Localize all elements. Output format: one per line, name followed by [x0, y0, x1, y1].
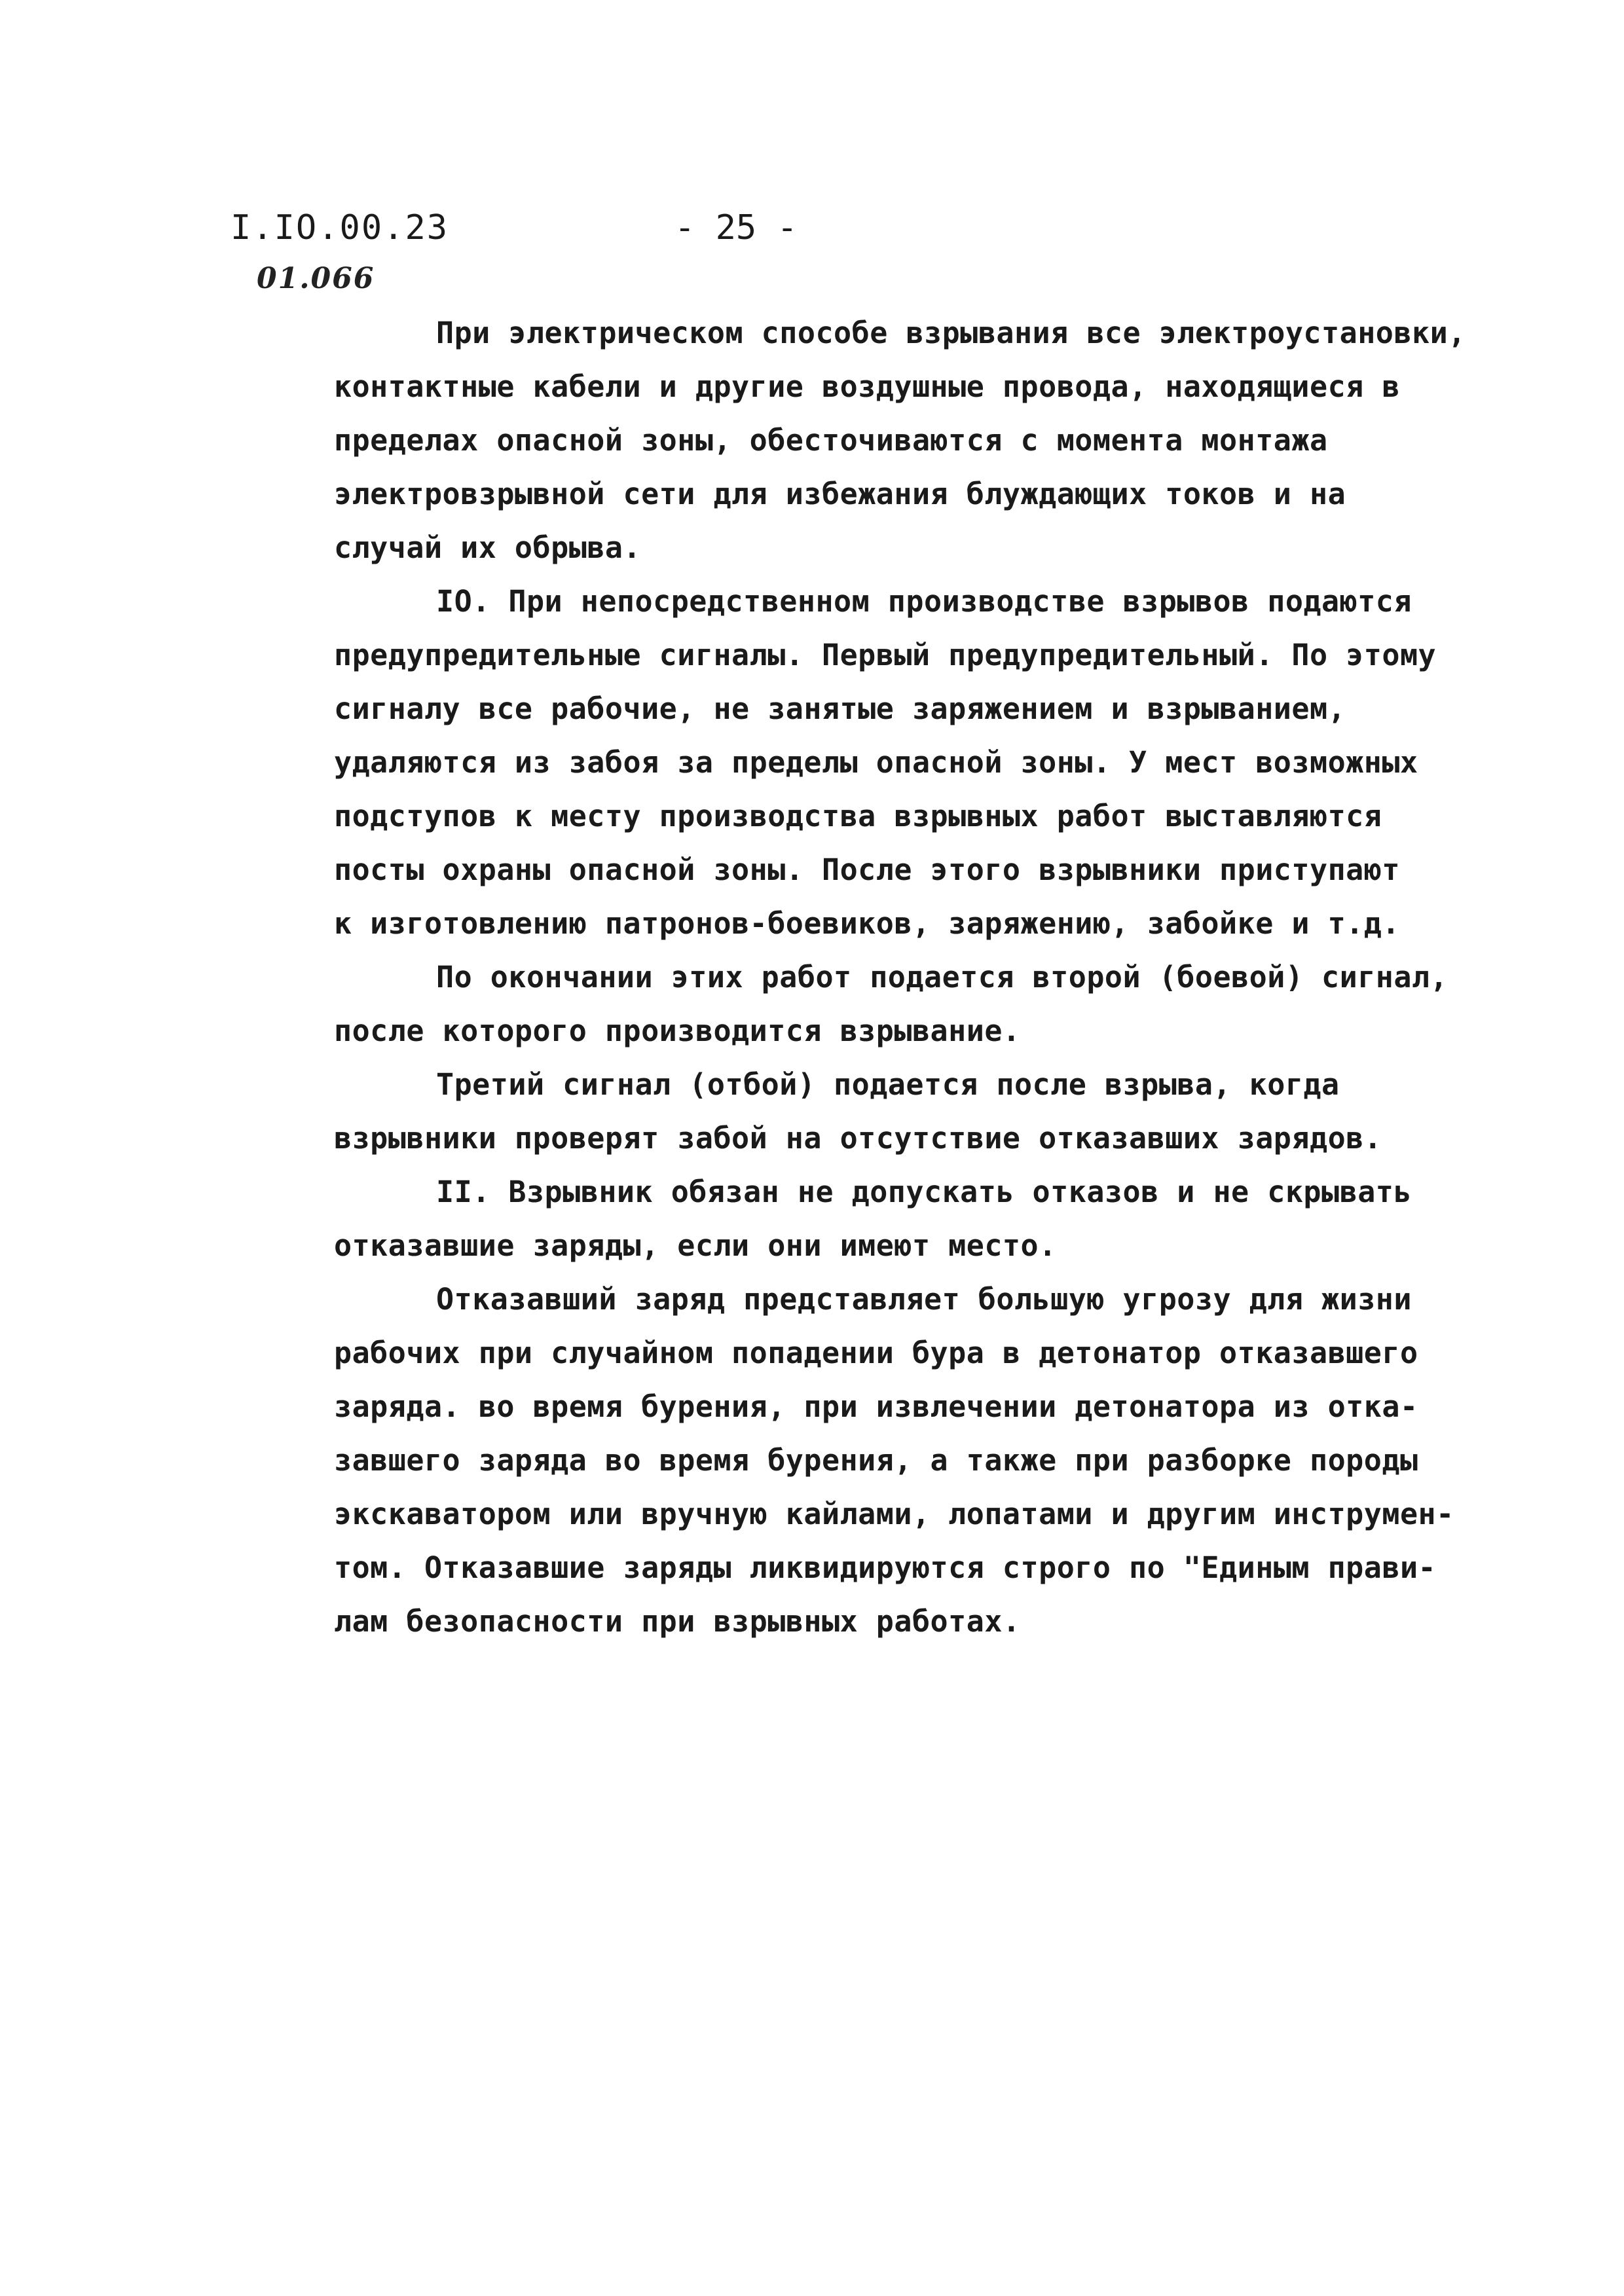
text-line: электровзрывной сети для избежания блуждающих токов и на — [334, 477, 1346, 511]
text-line: взрывники проверят забой на отсутствие отказавших зарядов. — [334, 1121, 1382, 1156]
text-line: посты охраны опасной зоны. После этого взрывники приступают — [334, 852, 1400, 887]
text-line: том. Отказавшие заряды ликвидируются строго по "Единым прави- — [334, 1550, 1437, 1585]
text-line: заряда. во время бурения, при извлечении детонатора из отка- — [334, 1389, 1418, 1424]
text-line: IO. При непосредственном производстве взрывов подаются — [436, 584, 1412, 619]
text-line: сигналу все рабочие, не занятые заряжением и взрыванием, — [334, 691, 1346, 726]
text-line: после которого производится взрывание. — [334, 1013, 1021, 1048]
text-line: подступов к месту производства взрывных работ выставляются — [334, 799, 1382, 833]
text-line: Отказавший заряд представляет большую угрозу для жизни — [436, 1282, 1412, 1317]
text-line: рабочих при случайном попадении бура в детонатор отказавшего — [334, 1336, 1418, 1370]
page-number: - 25 - — [674, 208, 798, 247]
text-line: По окончании этих работ подается второй (боевой) сигнал, — [436, 960, 1449, 994]
text-line: удаляются из забоя за пределы опасной зоны. У мест возможных — [334, 745, 1418, 780]
text-line: пределах опасной зоны, обесточиваются с момента монтажа — [334, 423, 1328, 458]
handwritten-note: 01.066 — [257, 262, 375, 295]
text-line: Третий сигнал (отбой) подается после взрыва, когда — [436, 1067, 1340, 1102]
document-code: I.IO.00.23 — [231, 208, 449, 247]
text-line: случай их обрыва. — [334, 530, 642, 565]
text-line: завшего заряда во время бурения, а также при разборке породы — [334, 1443, 1418, 1478]
text-line: II. Взрывник обязан не допускать отказов и не скрывать — [436, 1175, 1412, 1209]
text-line: При электрическом способе взрывания все электроустановки, — [436, 316, 1466, 350]
text-line: лам безопасности при взрывных работах. — [334, 1604, 1021, 1639]
text-line: отказавшие заряды, если они имеют место. — [334, 1228, 1057, 1263]
text-line: предупредительные сигналы. Первый предупредительный. По этому — [334, 638, 1437, 672]
text-line: контактные кабели и другие воздушные провода, находящиеся в — [334, 369, 1400, 404]
text-line: к изготовлению патронов-боевиков, заряжению, забойке и т.д. — [334, 906, 1400, 941]
body-text — [334, 306, 1466, 1649]
text-line: экскаватором или вручную кайлами, лопатами и другим инструмен- — [334, 1497, 1454, 1531]
